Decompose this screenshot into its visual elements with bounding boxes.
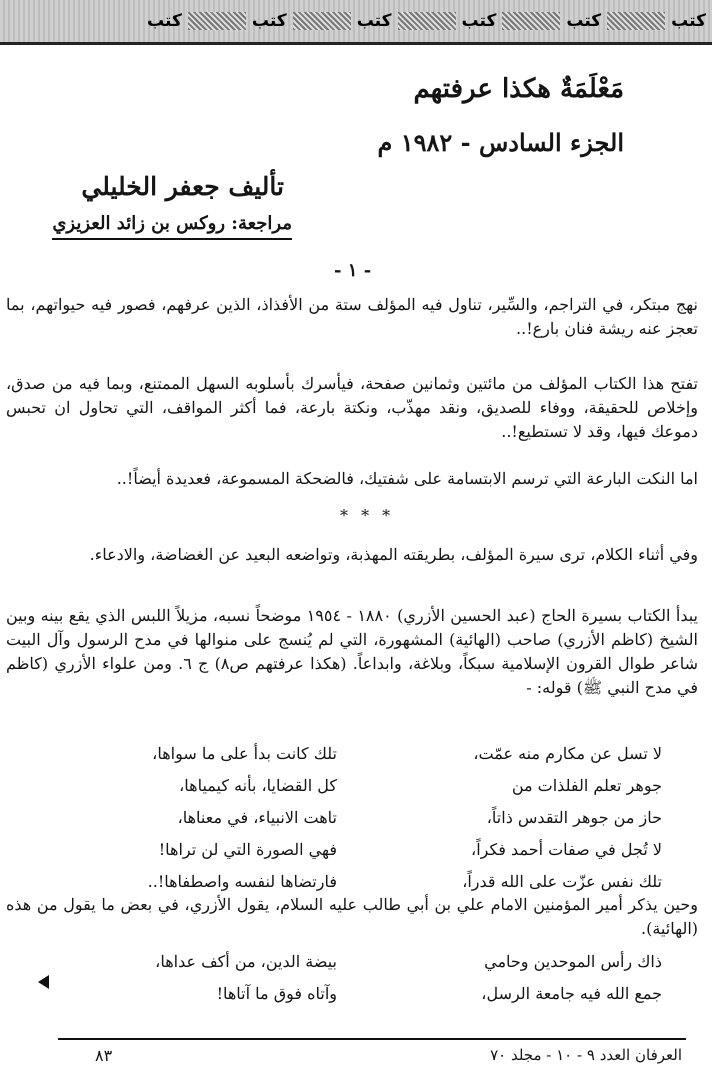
hemistich: تلك نفس عزّت على الله قدراً، <box>462 871 662 891</box>
hemistich: لا تُجل في صفات أحمد فكراً، <box>471 839 662 859</box>
hemistich: كل القضايا، بأنه كيمياها، <box>179 775 337 795</box>
footer-divider <box>58 1038 686 1040</box>
poem-line <box>37 737 662 769</box>
section-number: - ١ - <box>334 260 372 281</box>
poem-line <box>37 945 662 977</box>
header-tab: كتب <box>356 11 392 31</box>
paragraph-imam-ali: وحين يذكر أمير المؤمنين الامام علي بن أبي طالب عليه السلام، يقول الأزري، في بعض ما يقول من هذه (الهائية). <box>6 895 698 938</box>
poem-line <box>37 833 662 865</box>
poem-line <box>37 801 662 833</box>
header-banner <box>0 0 712 45</box>
hemistich: بيضة الدين، من أكف عداها، <box>155 951 337 971</box>
pattern-divider <box>502 12 560 30</box>
hemistich: جمع الله فيه جامعة الرسل، <box>481 983 662 1003</box>
paragraph-jokes: اما النكت البارعة التي ترسم الابتسامة على شفتيك، فالضحكة المسموعة، فعديدة أيضاً!.. <box>116 469 698 488</box>
poem-block <box>37 737 662 897</box>
poem-block <box>37 945 662 1009</box>
hemistich: فارتضاها لنفسه واصطفاها!.. <box>147 871 337 891</box>
paragraph-azri: يبدأ الكتاب بسيرة الحاج (عبد الحسين الأزري) ١٨٨٠ - ١٩٥٤ موضحاً نسبه، مزيلاً اللبس الذي يقع بينه وبين الشيخ (كاظم الأزري) صاحب (الهائية) المشهورة، التي لم يُنسج على منوالها في مدح الرسول وآل البيت شاعر طوال القرون الإسلامية سبكاً، وبلاغة، وابداعاً. (هكذا عرفتهم ص٨) ج ٦. ومن علواء الأزري (كاظم في مدح النبي ﷺ) قوله: - <box>6 606 699 697</box>
pattern-divider <box>293 12 351 30</box>
pattern-divider <box>607 12 665 30</box>
paragraph-intro: نهج مبتكر، في التراجم، والسِّير، تناول فيه المؤلف ستة من الأفذاذ، الذين عرفهم، فصور فيه حيواتهم، بما تعجز عنه ريشة فنان بارع!.. <box>6 295 698 338</box>
hemistich: لا تسل عن مكارم منه عمّت، <box>473 743 662 763</box>
header-tab: كتب <box>671 11 706 31</box>
author-line: تأليف جعفر الخليلي <box>81 172 284 201</box>
paragraph-book: تفتح هذا الكتاب المؤلف من مائتين وثمانين صفحة، فيأسرك بأسلوبه السهل الممتنع، وبما فيه من صدق، وإخلاص للحقيقة، ووفاء للصديق، ونقد مهذّب، ونكتة بارعة، فما أكثر المواقف، التي تحاول ان تحبس دموعك فيها، وقد لا تستطيع!.. <box>6 374 699 441</box>
paragraph-author-style: وفي أثناء الكلام، ترى سيرة المؤلف، بطريقته المهذبة، وتواضعه البعيد عن الغضاضة، والادعاء. <box>89 545 698 564</box>
hemistich: وآتاه فوق ما آتاها! <box>216 983 337 1003</box>
page-number: ٨٣ <box>95 1046 113 1065</box>
hemistich: جوهر تعلم الفلذات من <box>511 775 662 795</box>
hemistich: تاهت الانبياء، في معناها، <box>177 807 337 827</box>
hemistich: ذاك رأس الموحدين وحامي <box>484 951 662 971</box>
header-tab: كتب <box>461 11 497 31</box>
previous-page-arrow-icon[interactable] <box>38 975 49 989</box>
part-line: الجزء السادس - ١٩٨٢ م <box>377 128 624 157</box>
hemistich: فهي الصورة التي لن تراها! <box>158 839 337 859</box>
pattern-divider <box>188 12 246 30</box>
header-tab: كتب <box>147 11 182 31</box>
hemistich: حاز من جوهر التقدس ذاتاً، <box>486 807 662 827</box>
poem-line <box>37 769 662 801</box>
article-title: مَعْلَمَةٌ هكذا عرفتهم <box>413 74 624 104</box>
reviewer-line: مراجعة: روكس بن زائد العزيزي <box>52 213 292 240</box>
journal-citation: العرفان العدد ٩ - ١٠ - مجلد ٧٠ <box>490 1046 682 1064</box>
section-separator: * * * <box>340 506 395 525</box>
header-tab: كتب <box>251 11 287 31</box>
poem-line <box>37 977 662 1009</box>
header-tab: كتب <box>566 11 602 31</box>
pattern-divider <box>398 12 456 30</box>
hemistich: تلك كانت بدأ على ما سواها، <box>152 743 337 763</box>
